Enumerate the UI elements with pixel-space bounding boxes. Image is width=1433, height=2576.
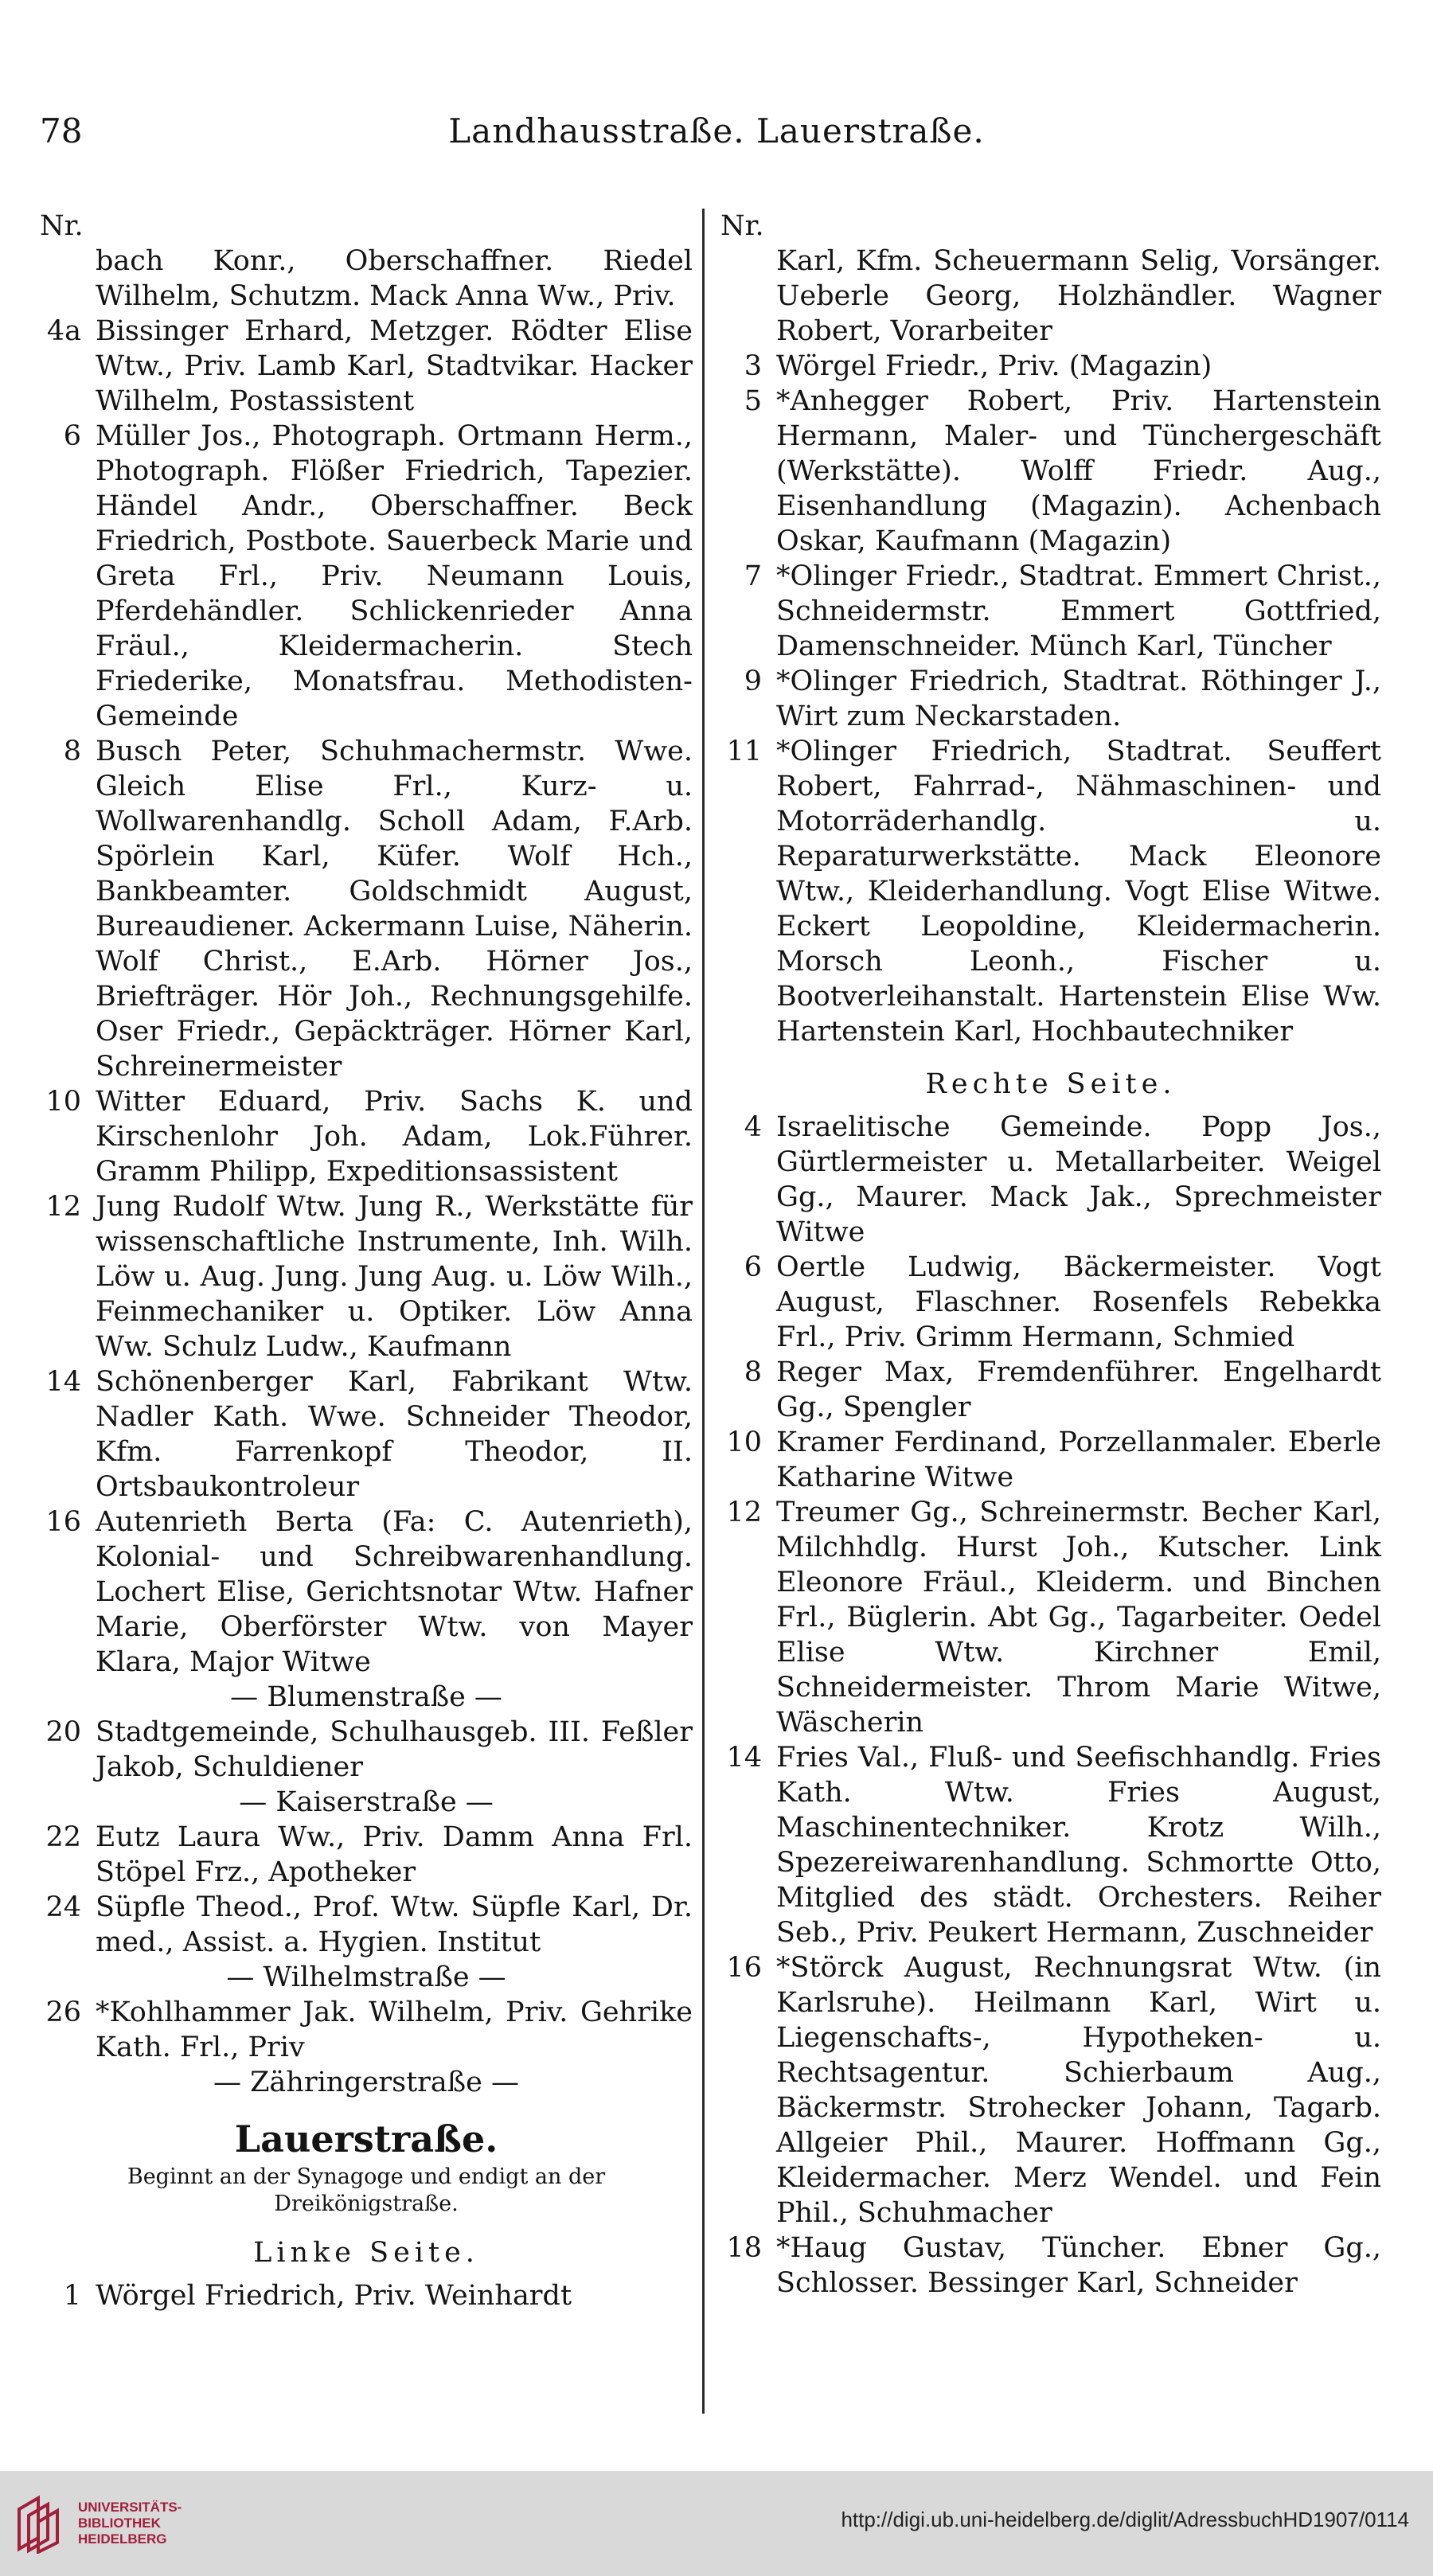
list-item [720,559,1381,664]
entry-text: Treumer Gg., Schreinermstr. Becher Karl, Milchhdlg. Hurst Joh., Kutscher. Link Eleonore Fräul., Kleiderm. und Binchen Frl., Büglerin. Abt Gg., Tagarbeiter. Oedel Elise Wtw. Kirchner Emil, Schneidermeister. Throm Marie Witwe, Wäscherin [776,1497,1381,1739]
entry-text: Kramer Ferdinand, Porzellanmaler. Eberle Katharine Witwe [776,1427,1381,1493]
entry-text: Witter Eduard, Priv. Sachs K. und Kirschenlohr Joh. Adam, Lok.Führer. Gramm Philipp, Expeditionsassistent [96,1086,693,1188]
house-number: 7 [744,560,762,592]
library-name-line: UNIVERSITÄTS- [78,2500,182,2515]
house-number: 16 [726,1952,762,1984]
cross-street-label: — Blumenstraße — [230,1681,502,1713]
entry-list [720,1110,1381,2301]
list-item [40,1189,693,1364]
house-number: 10 [726,1427,762,1458]
house-number: 14 [726,1742,762,1774]
list-item [720,349,1381,384]
list-item [40,1995,693,2065]
entry-text: Autenrieth Berta (Fa: C. Autenrieth), Kolonial- und Schreibwarenhandlung. Lochert Elise, Gerichtsnotar Wtw. Hafner Marie, Oberförster Wtw. von Mayer Klara, Major Witwe [96,1506,693,1678]
list-item [40,1890,693,1960]
entry-text: Eutz Laura Ww., Priv. Damm Anna Frl. Stöpel Frz., Apotheker [96,1821,693,1888]
right-column [720,209,1381,2301]
entry-list [720,349,1381,1049]
house-number: 12 [726,1497,762,1528]
house-number: 20 [45,1716,81,1748]
list-item [720,1740,1381,1950]
list-item [40,314,693,419]
library-logo-icon [14,2493,72,2554]
nr-heading: Nr. [40,210,84,242]
entry-text: Busch Peter, Schuhmachermstr. Wwe. Gleich Elise Frl., Kurz- u. Wollwarenhandlg. Scholl Adam, F.Arb. Spörlein Karl, Küfer. Wolf Hch., Bankbeamter. Goldschmidt August, Bureaudiener. Ackermann Luise, Näherin. Wolf Christ., E.Arb. Hörner Jos., Briefträger. Hör Joh., Rechnungsgehilfe. Oser Friedr., Gepäckträger. Hörner Karl, Schreinermeister [96,736,693,1083]
entry-text: Süpfle Theod., Prof. Wtw. Süpfle Karl, Dr. med., Assist. a. Hygien. Institut [96,1891,693,1958]
entry-text: Oertle Ludwig, Bäckermeister. Vogt August, Flaschner. Rosenfels Rebekka Frl., Priv. Grimm Hermann, Schmied [776,1251,1381,1353]
list-item [40,244,693,314]
column-divider [702,209,705,2414]
entry-text: *Olinger Friedrich, Stadtrat. Seuffert Robert, Fahrrad-, Nähmaschinen- und Motorräderhandlg. u. Reparaturwerkstätte. Mack Eleonore Wtw., Kleiderhandlung. Vogt Elise Witwe. Eckert Leopoldine, Kleidermacherin. Morsch Leonh., Fischer u. Bootverleihanstalt. Hartenstein Elise Ww. Hartenstein Karl, Hochbautechniker [776,736,1381,1048]
entry-text: *Störck August, Rechnungsrat Wtw. (in Karlsruhe). Heilmann Karl, Wirt u. Liegenschafts-, Hypotheken- u. Rechtsagentur. Schierbaum Aug., Bäckermstr. Strohecker Johann, Tagarb. Allgeier Phil., Maurer. Hoffmann Gg., Kleidermacher. Merz Wendel. und Fein Phil., Schuhmacher [776,1952,1381,2229]
list-item [40,1084,693,1189]
entry-text: *Anhegger Robert, Priv. Hartenstein Hermann, Maler- und Tünchergeschäft (Werkstätte). Wolff Friedr. Aug., Eisenhandlung (Magazin). Achenbach Oskar, Kaufmann (Magazin) [776,385,1381,557]
house-number: 4 [744,1111,762,1143]
entry-list [40,1820,693,1960]
list-item [720,664,1381,734]
list-item [720,1355,1381,1425]
left-column [40,209,693,2313]
list-item [40,2278,693,2313]
list-item [40,734,693,1084]
house-number: 9 [744,665,762,697]
section-title-right-side: Rechte Seite. [925,1068,1177,1100]
library-name-line: BIBLIOTHEK [78,2516,161,2531]
entry-text: *Olinger Friedrich, Stadtrat. Röthinger J., Wirt zum Neckarstaden. [776,665,1381,732]
entry-text: Karl, Kfm. Scheuermann Selig, Vorsänger. Ueberle Georg, Holzhändler. Wagner Robert, Vorarbeiter [776,245,1381,347]
house-number: 22 [45,1821,81,1853]
house-number: 8 [63,736,81,767]
house-number: 5 [744,385,762,417]
house-number: 1 [63,2280,81,2312]
entry-text: Jung Rudolf Wtw. Jung R., Werkstätte für wissenschaftliche Instrumente, Inh. Wilh. Löw u. Aug. Jung. Jung Aug. u. Löw Wilh., Feinmechaniker u. Optiker. Löw Anna Ww. Schulz Ludw., Kaufmann [96,1191,693,1363]
cross-street-label: — Wilhelmstraße — [226,1961,506,1993]
street-description: Beginnt an der Synagoge und endigt an der Dreikönigstraße. [127,2164,606,2216]
house-number: 12 [45,1191,81,1223]
list-item [40,1505,693,1680]
page-header [0,111,1433,167]
list-item [720,384,1381,559]
list-item [40,1715,693,1785]
house-number: 24 [45,1891,81,1923]
house-number [40,244,96,314]
list-item [40,419,693,734]
entry-text: Israelitische Gemeinde. Popp Jos., Gürtlermeister u. Metallarbeiter. Weigel Gg., Maurer. Mack Jak., Sprechmeister Witwe [776,1111,1381,1248]
house-number [720,244,776,349]
house-number: 10 [45,1086,81,1118]
entry-text: bach Konr., Oberschaffner. Riedel Wilhelm, Schutzm. Mack Anna Ww., Priv. [96,245,693,312]
entry-text: Müller Jos., Photograph. Ortmann Herm., Photograph. Flößer Friedrich, Tapezier. Händel Andr., Oberschaffner. Beck Friedrich, Postbote. Sauerbeck Marie und Greta Frl., Priv. Neumann Louis, Pferdehändler. Schlickenrieder Anna Fräul., Kleidermacherin. Stech Friederike, Monatsfrau. Methodisten-Gemeinde [96,420,693,732]
entry-text: Wörgel Friedr., Priv. (Magazin) [776,350,1212,382]
entry-text: *Olinger Friedr., Stadtrat. Emmert Christ., Schneidermstr. Emmert Gottfried, Damenschneider. Münch Karl, Tüncher [776,560,1381,662]
house-number: 6 [63,420,81,452]
entry-text: *Haug Gustav, Tüncher. Ebner Gg., Schlosser. Bessinger Karl, Schneider [776,2232,1381,2299]
entry-text: *Kohlhammer Jak. Wilhelm, Priv. Gehrike Kath. Frl., Priv [96,1996,693,2063]
house-number: 11 [726,736,762,767]
list-item [720,1250,1381,1355]
entry-text: Schönenberger Karl, Fabrikant Wtw. Nadler Kath. Wwe. Schneider Theodor, Kfm. Farrenkopf Theodor, II. Ortsbaukontroleur [96,1366,693,1503]
house-number: 4a [46,315,81,347]
page-number: 78 [40,111,83,150]
house-number: 26 [45,1996,81,2028]
list-item [720,1495,1381,1740]
house-number: 18 [726,2232,762,2264]
list-item [720,244,1381,349]
footer-bar [0,2471,1433,2576]
street-heading: Lauerstraße. [234,2117,498,2160]
list-item [40,1364,693,1505]
house-number: 16 [45,1506,81,1538]
list-item [720,1110,1381,1250]
list-item [40,1820,693,1890]
library-name [78,2500,182,2547]
entry-list [40,314,693,1680]
cross-street-label: — Kaiserstraße — [239,1786,494,1818]
entry-text: Bissinger Erhard, Metzger. Rödter Elise Wtw., Priv. Lamb Karl, Stadtvikar. Hacker Wilhelm, Postassistent [96,315,693,417]
entry-text: Stadtgemeinde, Schulhausgeb. III. Feßler Jakob, Schuldiener [96,1716,693,1783]
list-item [720,1425,1381,1495]
entry-text: Reger Max, Fremdenführer. Engelhardt Gg., Spengler [776,1356,1381,1423]
entry-text: Wörgel Friedrich, Priv. Weinhardt [96,2280,572,2312]
house-number: 6 [744,1251,762,1283]
entry-text: Fries Val., Fluß- und Seefischhandlg. Fries Kath. Wtw. Fries August, Maschinentechniker. Krotz Wilh., Spezereiwarenhandlung. Schmortte Otto, Mitglied des städt. Orchesters. Reiher Seb., Priv. Peukert Hermann, Zuschneider [776,1742,1381,1949]
list-item [720,1950,1381,2231]
list-item [720,734,1381,1049]
house-number: 3 [744,350,762,382]
house-number: 8 [744,1356,762,1388]
list-item [720,2231,1381,2301]
house-number: 14 [45,1366,81,1398]
page-title: Landhausstraße. Lauerstraße. [448,111,985,150]
nr-heading: Nr. [720,210,764,242]
cross-street-label: — Zähringerstraße — [213,2067,519,2098]
section-title-left-side: Linke Seite. [253,2237,479,2269]
source-url-link[interactable]: http://digi.ub.uni-heidelberg.de/diglit/AdressbuchHD1907/0114 [841,2508,1409,2531]
library-name-line: HEIDELBERG [78,2531,167,2547]
